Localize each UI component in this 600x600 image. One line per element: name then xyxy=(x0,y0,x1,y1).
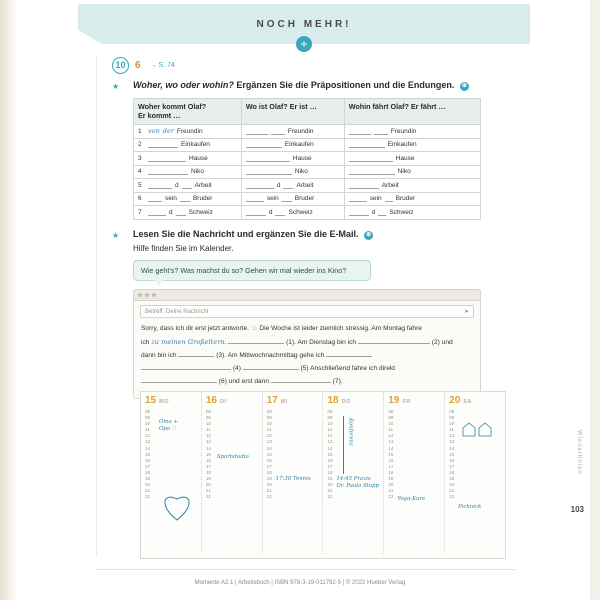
subject-field[interactable] xyxy=(140,305,474,318)
table-cell[interactable]: Niko xyxy=(344,165,480,179)
table-cell[interactable]: Hause xyxy=(241,152,344,166)
calendar-dow: MO xyxy=(159,399,169,405)
calendar-note: Sportstudio xyxy=(216,454,249,460)
calendar-hours: 08 09 10 11 12 13 14 15 16 17 18 19 20 21 22 xyxy=(449,409,455,500)
calendar-date: 16 xyxy=(205,395,217,406)
mail-line: Sorry, dass ich dir erst jetzt antworte. ☺ Die Woche ist leider ziemlich stressig. Am Montag fahre xyxy=(141,325,422,333)
window-dot-icon xyxy=(138,293,142,297)
table-row xyxy=(134,165,481,179)
table-header-wo: Wo ist Olaf? Er ist … xyxy=(241,98,344,124)
table-row xyxy=(134,192,481,206)
calendar-dow: MI xyxy=(280,399,288,405)
table-cell[interactable]: Freundin xyxy=(241,125,344,139)
page-right-edge xyxy=(590,0,600,600)
calendar-columns xyxy=(141,392,505,558)
table-row xyxy=(134,179,481,193)
window-dot-icon xyxy=(145,293,149,297)
mail-task-text xyxy=(133,229,373,241)
calendar-note: Yoga-Kurs xyxy=(397,496,425,502)
mail-subline: Hilfe finden Sie im Kalender. xyxy=(133,244,234,254)
content-column xyxy=(112,56,486,399)
mail-window xyxy=(133,289,481,399)
footer-text: Momente A2.1 | Arbeitsbuch | ISBN 978-3-19-011792-5 | © 2022 Hueber Verlag xyxy=(194,580,406,586)
calendar-day-17 xyxy=(263,392,324,558)
calendar-bracket xyxy=(343,416,344,474)
task-text xyxy=(133,80,469,92)
table-cell[interactable]: d Schweiz xyxy=(241,206,344,220)
table-cell[interactable]: 3 Hause xyxy=(134,152,242,166)
calendar-date: 19 xyxy=(388,395,400,406)
house-doodle-icon xyxy=(461,422,495,438)
calendar-day-19 xyxy=(384,392,445,558)
table-cell[interactable]: d Schweiz xyxy=(344,206,480,220)
calendar-hours: 08 09 10 11 12 13 14 15 16 17 18 19 20 21 22 xyxy=(145,409,151,500)
table-cell[interactable]: 1 von der Freundin xyxy=(134,125,242,139)
calendar-hours: 08 09 10 11 12 13 14 15 16 17 18 19 20 21 22 xyxy=(205,409,211,500)
mail-line: (6) und erst dann (7). xyxy=(141,376,473,389)
mail-difficulty-stars: ★ xyxy=(112,230,121,240)
table-row xyxy=(134,206,481,220)
mail-line: ich zu meinen Großeltern. (1). Am Dienstag bin ich (2) und xyxy=(141,338,453,347)
window-dot-icon xyxy=(152,293,156,297)
calendar-hours: 08 09 10 11 12 13 14 15 16 17 18 19 20 21 22 xyxy=(266,409,272,500)
speech-bubble: Wie geht's? Was machst du so? Gehen wir mal wieder ins Kino? xyxy=(133,260,371,281)
exercise-header xyxy=(112,56,486,74)
table-cell[interactable]: sein Bruder xyxy=(241,192,344,206)
table-cell[interactable]: Einkaufen xyxy=(241,138,344,152)
table-cell[interactable]: d Arbeit xyxy=(241,179,344,193)
calendar-dow: DO xyxy=(341,399,351,405)
mail-body[interactable] xyxy=(141,323,473,399)
plus-button[interactable]: + xyxy=(296,36,312,52)
calendar-note: 14:45 Praxis xyxy=(336,476,371,482)
mail-globe-icon: ⊕ xyxy=(366,231,372,238)
table-cell[interactable]: 5 d Arbeit xyxy=(134,179,242,193)
calendar-date: 18 xyxy=(327,395,339,406)
table-cell[interactable]: sein Bruder xyxy=(344,192,480,206)
hexagon-decoration-icon xyxy=(522,6,582,42)
calendar-date: 17 xyxy=(266,395,278,406)
calendar-day-16 xyxy=(202,392,263,558)
side-tab-label: Wiederholen xyxy=(576,430,582,475)
calendar-hours: 08 09 10 11 12 13 14 15 16 17 18 19 20 21 22 xyxy=(327,409,333,500)
calendar-dow: FR xyxy=(402,399,411,405)
mail-window-titlebar xyxy=(134,290,480,301)
table-row xyxy=(134,138,481,152)
task-text-italic: Woher, wo oder wohin? xyxy=(133,80,234,90)
calendar-note: Konferenz xyxy=(347,418,354,446)
mail-line: dann bin ich (3). Am Mittwochnachmittag gehe ich xyxy=(141,350,473,363)
table-row xyxy=(134,152,481,166)
table-cell[interactable]: Niko xyxy=(241,165,344,179)
calendar-day-18 xyxy=(323,392,384,558)
difficulty-stars: ★ xyxy=(112,82,121,91)
calendar-dow: DI xyxy=(219,399,227,405)
subject-placeholder: Betreff: Deine Nachricht xyxy=(145,308,209,315)
mail-task-label: Lesen Sie die Nachricht und ergänzen Sie die E-Mail. xyxy=(133,228,359,239)
exercise-number: 10 xyxy=(112,57,129,74)
table-cell[interactable]: 6 sein Bruder xyxy=(134,192,242,206)
table-cell[interactable]: Einkaufen xyxy=(344,138,480,152)
table-cell[interactable]: Arbeit xyxy=(344,179,480,193)
table-cell[interactable]: Hause xyxy=(344,152,480,166)
send-icon[interactable]: ➤ xyxy=(463,309,469,316)
table-header-row xyxy=(134,98,481,124)
calendar-note: Opa ♡ xyxy=(159,426,177,432)
calendar-note: 17:30 Tennis xyxy=(275,476,311,482)
calendar xyxy=(140,391,506,559)
table-cell[interactable]: 4 Niko xyxy=(134,165,242,179)
column-rule xyxy=(96,56,97,556)
exercise-subnumber: 6 xyxy=(135,59,141,71)
page-margin xyxy=(18,0,78,600)
table-cell[interactable]: 7 d Schweiz xyxy=(134,206,242,220)
prepositions-table xyxy=(133,98,481,220)
calendar-hours: 08 09 10 11 12 13 14 15 16 17 18 19 20 21 22 xyxy=(388,409,394,500)
table-header-wohin: Wohin fährt Olaf? Er fährt … xyxy=(344,98,480,124)
calendar-day-20 xyxy=(445,392,505,558)
calendar-date: 20 xyxy=(449,395,461,406)
calendar-dow: SA xyxy=(463,399,472,405)
mail-task-line xyxy=(112,229,486,241)
calendar-date: 15 xyxy=(145,395,157,406)
table-header-woher: Woher kommt Olaf? Er kommt … xyxy=(134,98,242,124)
handwritten-answer: zu meinen Großeltern xyxy=(151,338,225,347)
table-cell[interactable]: Freundin xyxy=(344,125,480,139)
footer-rule xyxy=(96,569,516,570)
task-line xyxy=(112,80,486,92)
mail-exercise xyxy=(112,229,486,400)
mail-line: (4) (5) Anschließend fahre ich direkt xyxy=(141,363,473,376)
calendar-note: Picknick xyxy=(458,504,482,510)
globe-icon: ⊕ xyxy=(461,83,467,89)
page-gutter xyxy=(0,0,18,600)
calendar-note: Oma + xyxy=(159,419,178,425)
heart-doodle-icon xyxy=(155,488,199,522)
calendar-note: Dr. Paula Stopp xyxy=(336,483,379,489)
table-row xyxy=(134,125,481,139)
exercise-reference[interactable]: → S. 74 xyxy=(149,61,175,69)
page-number: 103 xyxy=(570,505,584,514)
calendar-day-15 xyxy=(141,392,202,558)
task-text-rest: Ergänzen Sie die Präpositionen und die Endungen. xyxy=(236,80,455,90)
smiley-icon: ☺ xyxy=(250,325,258,333)
banner-title: NOCH MEHR! xyxy=(256,18,352,30)
table-cell[interactable]: 2 Einkaufen xyxy=(134,138,242,152)
